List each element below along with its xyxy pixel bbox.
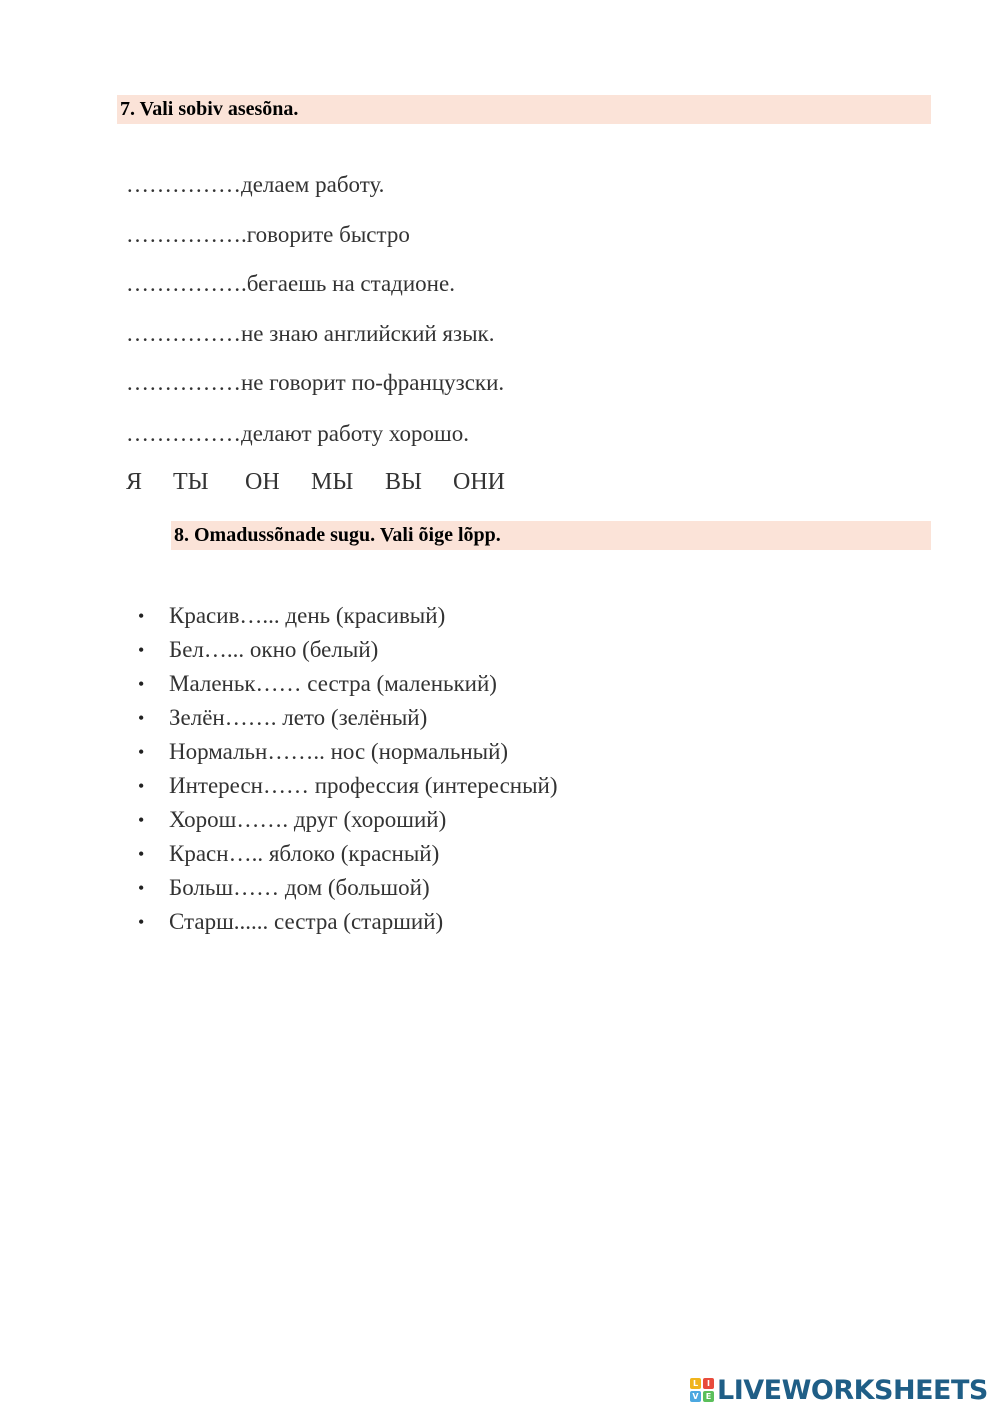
list-item-text: Старш...... сестра (старший) bbox=[169, 909, 444, 934]
list-item-text: Зелён……. лето (зелёный) bbox=[169, 705, 428, 730]
bullet-icon: • bbox=[138, 640, 145, 660]
section-8-heading: 8. Omadussõnade sugu. Vali õige lõpp. bbox=[171, 521, 931, 550]
liveworksheets-logo bbox=[690, 1372, 988, 1408]
list-item bbox=[138, 873, 558, 907]
sentence-2: …………….говорите быстро bbox=[126, 222, 410, 247]
logo-square: E bbox=[703, 1391, 714, 1402]
sentence-6: ……………делают работу хорошо. bbox=[126, 421, 469, 446]
bullet-icon: • bbox=[138, 776, 145, 796]
list-item-text: Нормальн…….. нос (нормальный) bbox=[169, 739, 509, 764]
list-item bbox=[138, 839, 558, 873]
list-item-text: Больш…… дом (большой) bbox=[169, 875, 430, 900]
pronoun-ya: Я bbox=[126, 469, 143, 495]
pronoun-my: МЫ bbox=[311, 469, 354, 495]
sentence-5: ……………не говорит по-французски. bbox=[126, 370, 505, 395]
adjective-list bbox=[138, 601, 558, 941]
list-item-text: Бел…... окно (белый) bbox=[169, 637, 379, 662]
bullet-icon: • bbox=[138, 912, 145, 932]
list-item bbox=[138, 737, 558, 771]
list-item bbox=[138, 771, 558, 805]
bullet-icon: • bbox=[138, 708, 145, 728]
logo-text: LIVEWORKSHEETS bbox=[717, 1374, 988, 1406]
bullet-icon: • bbox=[138, 810, 145, 830]
list-item bbox=[138, 907, 558, 941]
list-item bbox=[138, 703, 558, 737]
bullet-icon: • bbox=[138, 844, 145, 864]
pronoun-vy: ВЫ bbox=[385, 469, 422, 495]
list-item-text: Интересн…… профессия (интересный) bbox=[169, 773, 558, 798]
sentence-3: …………….бегаешь на стадионе. bbox=[126, 271, 455, 296]
sentence-4: ……………не знаю английский язык. bbox=[126, 321, 495, 346]
pronoun-options bbox=[126, 467, 505, 497]
logo-square: V bbox=[690, 1391, 701, 1402]
pronoun-ty: ТЫ bbox=[173, 469, 209, 495]
bullet-icon: • bbox=[138, 674, 145, 694]
section-7-heading: 7. Vali sobiv asesõna. bbox=[117, 95, 931, 124]
pronoun-on: ОН bbox=[245, 469, 280, 495]
logo-square: L bbox=[690, 1378, 701, 1389]
sentence-1: ……………делаем работу. bbox=[126, 172, 385, 197]
bullet-icon: • bbox=[138, 606, 145, 626]
list-item bbox=[138, 669, 558, 703]
pronoun-oni: ОНИ bbox=[453, 469, 505, 495]
list-item bbox=[138, 635, 558, 669]
list-item-text: Красн….. яблоко (красный) bbox=[169, 841, 440, 866]
logo-square: I bbox=[703, 1378, 714, 1389]
logo-squares-icon bbox=[690, 1378, 714, 1402]
list-item-text: Красив…... день (красивый) bbox=[169, 603, 446, 628]
bullet-icon: • bbox=[138, 878, 145, 898]
list-item bbox=[138, 805, 558, 839]
bullet-icon: • bbox=[138, 742, 145, 762]
list-item bbox=[138, 601, 558, 635]
list-item-text: Маленьк…… сестра (маленький) bbox=[169, 671, 497, 696]
list-item-text: Хорош……. друг (хороший) bbox=[169, 807, 447, 832]
